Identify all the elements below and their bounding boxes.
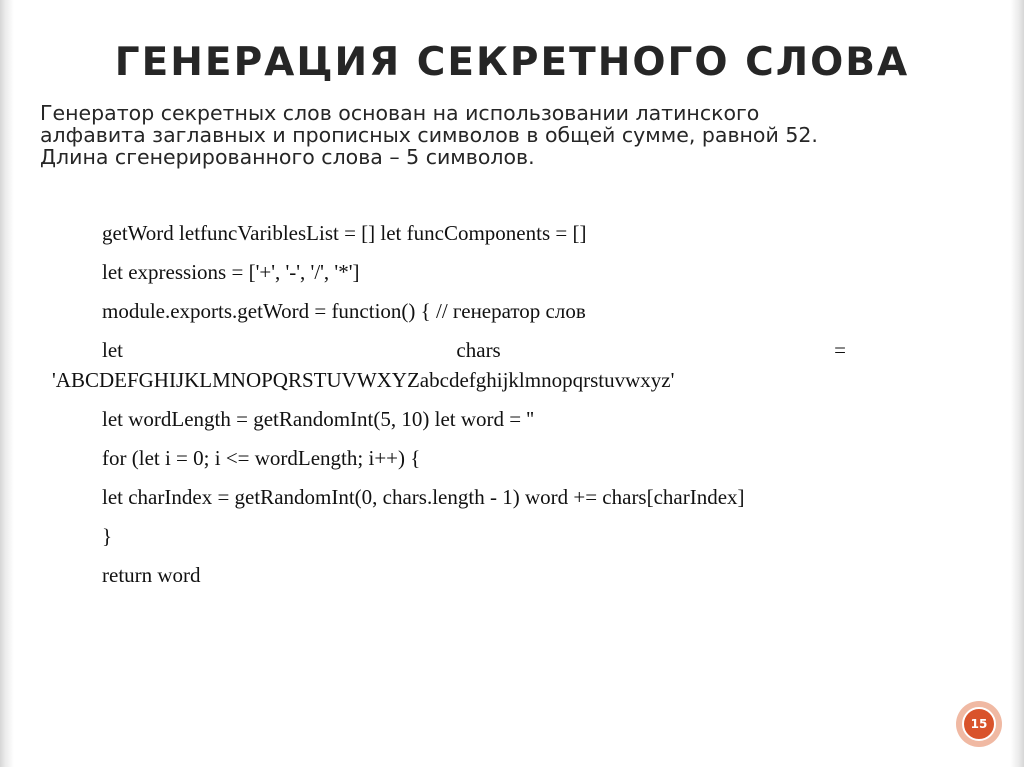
code-token-let: let — [102, 338, 123, 362]
code-token-chars: chars — [456, 338, 501, 362]
code-token-equals: = — [834, 338, 846, 362]
code-line-6: for (let i = 0; i <= wordLength; i++) { — [102, 446, 421, 470]
slide-title: ГЕНЕРАЦИЯ СЕКРЕТНОГО СЛОВА — [114, 40, 910, 85]
code-line-8: } — [102, 524, 113, 548]
intro-line: Длина сгенерированного слова – 5 символов. — [40, 145, 535, 169]
code-line-3: module.exports.getWord = function() { // генератор слов — [102, 299, 586, 323]
code-line-4-continuation: 'ABCDEFGHIJKLMNOPQRSTUVWXYZabcdefghijklmnopqrstuvwxyz' — [52, 368, 675, 392]
code-line-9: return word — [102, 563, 201, 587]
page-number: 15 — [962, 707, 996, 741]
intro-line: алфавита заглавных и прописных символов в общей сумме, равной 52. — [40, 123, 818, 147]
intro-line: Генератор секретных слов основан на использовании латинского — [40, 101, 760, 125]
page-number-badge — [956, 701, 1002, 747]
left-edge-shadow — [0, 0, 14, 767]
code-line-2: let expressions = ['+', '-', '/', '*'] — [102, 260, 360, 284]
code-line-1: getWord letfuncVariblesList = [] let funcComponents = [] — [102, 221, 587, 245]
intro-paragraph — [40, 102, 980, 168]
code-line-4 — [52, 335, 846, 365]
code-block — [52, 218, 846, 599]
code-line-7: let charIndex = getRandomInt(0, chars.length - 1) word += chars[charIndex] — [102, 485, 745, 509]
right-edge-shadow — [1010, 0, 1024, 767]
code-line-5: let wordLength = getRandomInt(5, 10) let word = '' — [102, 407, 534, 431]
